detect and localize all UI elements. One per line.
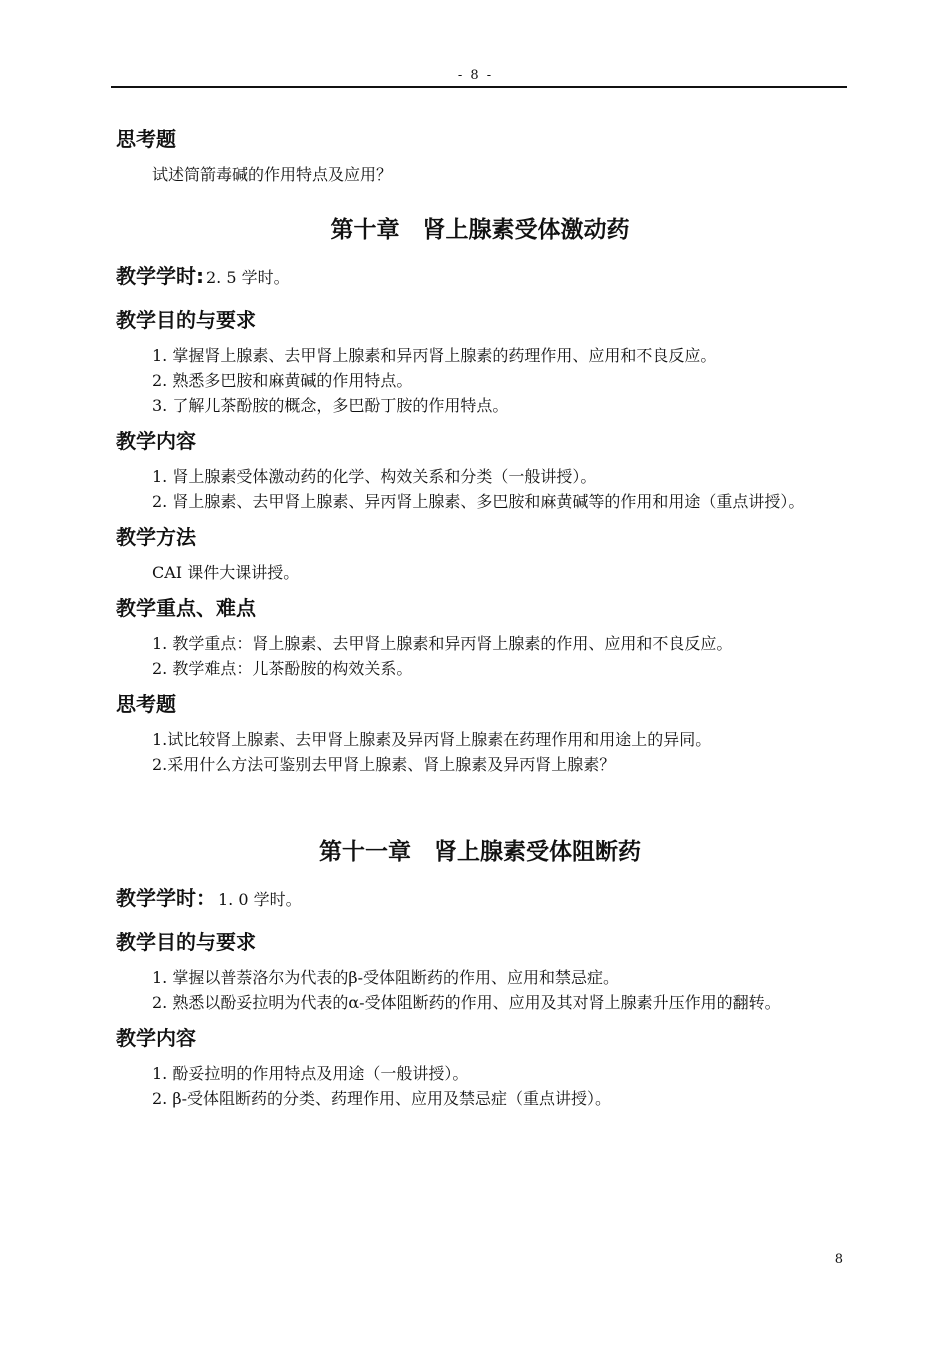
paragraph-line: 1. 掌握以普萘洛尔为代表的β-受体阻断药的作用、应用和禁忌症。 — [152, 968, 620, 987]
page-header-marker: - 8 - — [457, 68, 494, 83]
section-key-points — [116, 593, 844, 681]
section-objectives — [116, 305, 844, 418]
page-number: 8 — [834, 1252, 843, 1267]
paragraph-line: 2.采用什么方法可鉴别去甲肾上腺素、肾上腺素及异丙肾上腺素？ — [152, 755, 616, 774]
paragraph-line: 2. β-受体阻断药的分类、药理作用、应用及禁忌症（重点讲授）。 — [152, 1089, 612, 1108]
section-heading: 教学目的与要求 — [116, 930, 256, 954]
section-heading: 教学方法 — [116, 525, 196, 549]
paragraph-line: 1. 酚妥拉明的作用特点及用途（一般讲授）。 — [152, 1064, 469, 1083]
section-methods — [116, 522, 844, 585]
paragraph-line: 2. 教学难点：儿茶酚胺的构效关系。 — [152, 659, 413, 678]
section-heading: 教学内容 — [116, 429, 196, 453]
section-thinking-q-1 — [116, 124, 844, 187]
chapter-title: 第十章 肾上腺素受体激动药 — [330, 217, 630, 243]
section-heading: 教学重点、难点 — [116, 596, 256, 620]
teaching-hours-value: 1. 0 学时。 — [218, 890, 302, 909]
section-objectives — [116, 927, 844, 1015]
page-content — [116, 124, 844, 1111]
paragraph-line: 2. 熟悉以酚妥拉明为代表的α-受体阻断药的作用、应用及其对肾上腺素升压作用的翻转。 — [152, 993, 781, 1012]
chapter-title: 第十一章 肾上腺素受体阻断药 — [319, 839, 641, 865]
paragraph-line: CAI 课件大课讲授。 — [152, 563, 300, 582]
section-heading: 思考题 — [116, 127, 176, 151]
section-heading: 教学内容 — [116, 1026, 196, 1050]
section-heading: 教学学时: — [116, 264, 204, 288]
section-content — [116, 1023, 844, 1111]
section-thinking-q-2 — [116, 689, 844, 777]
section-heading: 教学目的与要求 — [116, 308, 256, 332]
paragraph-line: 试述筒箭毒碱的作用特点及应用？ — [152, 165, 393, 184]
paragraph-line: 1.试比较肾上腺素、去甲肾上腺素及异丙肾上腺素在药理作用和用途上的异同。 — [152, 730, 712, 749]
paragraph-line: 3. 了解儿茶酚胺的概念，多巴酚丁胺的作用特点。 — [152, 396, 509, 415]
paragraph-line: 2. 肾上腺素、去甲肾上腺素、异丙肾上腺素、多巴胺和麻黄碱等的作用和用途（重点讲授）。 — [152, 492, 805, 511]
header-divider — [111, 86, 847, 88]
paragraph-line: 1. 掌握肾上腺素、去甲肾上腺素和异丙肾上腺素的药理作用、应用和不良反应。 — [152, 346, 717, 365]
paragraph-line: 1. 教学重点：肾上腺素、去甲肾上腺素和异丙肾上腺素的作用、应用和不良反应。 — [152, 634, 733, 653]
teaching-hours-value: 2. 5 学时。 — [206, 268, 290, 287]
section-heading: 思考题 — [116, 692, 176, 716]
teaching-hours-row — [116, 261, 844, 291]
teaching-hours-row — [116, 883, 844, 913]
section-content — [116, 426, 844, 514]
section-heading: 教学学时： — [116, 886, 216, 910]
paragraph-line: 1. 肾上腺素受体激动药的化学、构效关系和分类（一般讲授）。 — [152, 467, 597, 486]
paragraph-line: 2. 熟悉多巴胺和麻黄碱的作用特点。 — [152, 371, 413, 390]
